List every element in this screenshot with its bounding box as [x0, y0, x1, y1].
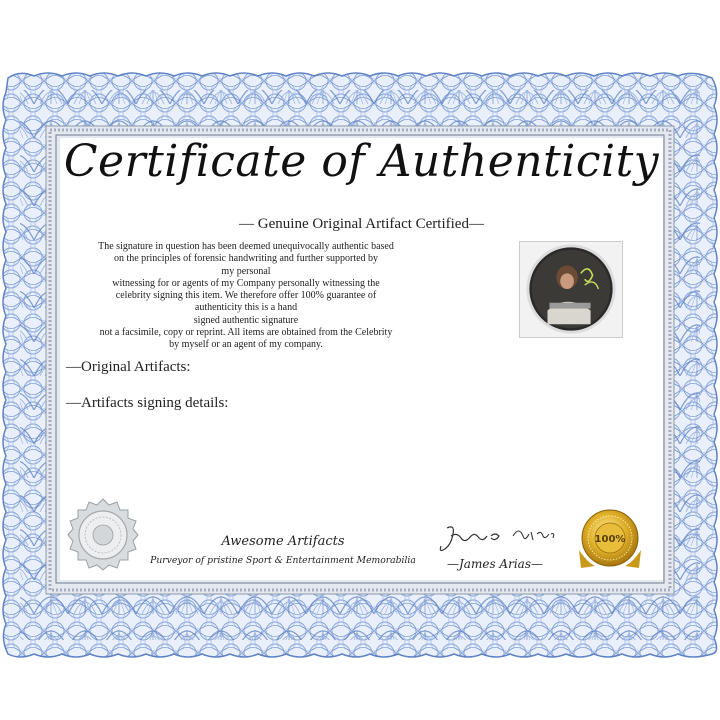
signer-name: —James Arias—	[447, 557, 543, 571]
body-line: celebrity signing this item. We therefore offer 100% guarantee of	[115, 290, 377, 302]
guarantee-seal-text: 100%	[594, 534, 626, 545]
company-tagline: Purveyor of pristine Sport & Entertainment Memorabilia	[150, 555, 416, 566]
original-artifacts-label: —Original Artifacts:	[66, 359, 191, 375]
body-line: witnessing for or agents of my Company personally witnessing the	[112, 277, 380, 289]
body-line: The signature in question has been deemed unequivocally authentic based	[98, 241, 394, 252]
body-line: signed authentic signature	[193, 314, 299, 326]
body-line: on the principles of forensic handwriting and further supported by	[113, 253, 379, 265]
certificate-subtitle: — Genuine Original Artifact Certified—	[239, 216, 484, 232]
handwritten-signature	[437, 522, 557, 556]
body-line: my personal	[221, 265, 271, 277]
gold-guarantee-seal-icon	[575, 506, 645, 576]
body-line: by myself or an agent of my company.	[169, 339, 323, 351]
body-line: authenticity this is a hand	[194, 302, 298, 314]
certificate-body	[66, 241, 426, 352]
signing-details-label: —Artifacts signing details:	[66, 395, 229, 411]
body-line: not a facsimile, copy or reprint. All items are obtained from the Celebrity	[99, 327, 393, 339]
certificate-title: Certificate of Authenticity	[63, 136, 660, 187]
notary-seal-icon	[66, 497, 140, 571]
artifact-photo	[519, 241, 623, 338]
company-name: Awesome Artifacts	[221, 534, 345, 549]
